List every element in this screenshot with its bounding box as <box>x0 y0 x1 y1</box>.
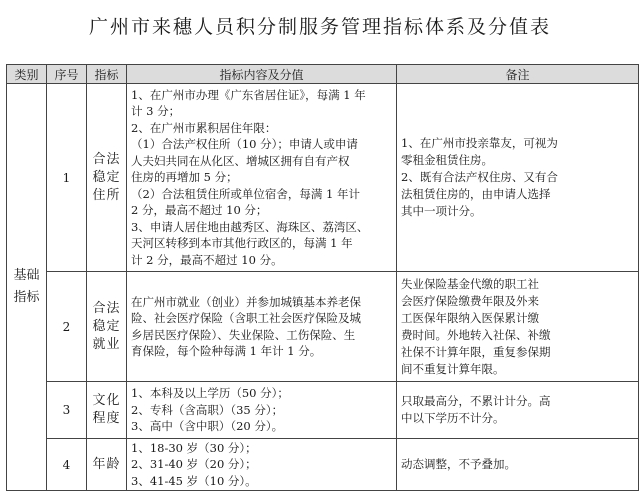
content-cell <box>127 84 397 272</box>
note-line: 动态调整，不予叠加。 <box>401 457 516 471</box>
indicator-line: 年龄 <box>92 456 121 472</box>
note-line: 失业保险基金代缴的职工社 <box>401 276 539 291</box>
content-line: 乡居民医疗保险）、失业保险、工伤保险、生 <box>131 327 356 342</box>
header-note: 备注 <box>397 65 639 84</box>
row-number: 3 <box>47 382 87 439</box>
content-line: 人夫妇共同在从化区、增城区拥有自有产权 <box>131 153 350 168</box>
note-line: 法租赁住房的，由申请人选择 <box>401 187 551 201</box>
content-line: 住房的再增加 5 分； <box>131 170 238 185</box>
content-line: 计 3 分； <box>131 104 181 119</box>
content-line: 2、在广州市累积居住年限： <box>131 120 277 135</box>
indicator-line: 程度 <box>92 411 121 426</box>
content-line: 3、申请人居住地由越秀区、海珠区、荔湾区、 <box>131 219 369 234</box>
indicator-line: 就业 <box>92 336 121 352</box>
indicator-line: 住所 <box>92 187 121 203</box>
note-line: 工医保年限纳入医保累计缴 <box>401 310 539 325</box>
indicator-line: 合法 <box>92 300 121 316</box>
content-cell <box>127 382 397 439</box>
content-line: 1、在广州市办理《广东省居住证》，每满 1 年 <box>131 87 366 102</box>
header-content: 指标内容及分值 <box>127 65 397 84</box>
indicator-cell <box>87 272 127 382</box>
content-line: 1、18-30 岁（30 分）； <box>131 440 257 455</box>
note-line: 费时间。外地转入社保、补缴 <box>401 327 551 342</box>
content-line: （1）合法产权住所（10 分）；申请人或申请 <box>131 137 358 152</box>
table-row <box>7 382 639 439</box>
header-indicator: 指标 <box>87 65 127 84</box>
indicator-line: 合法 <box>92 151 121 167</box>
indicator-table <box>6 64 639 491</box>
indicator-cell <box>87 84 127 272</box>
indicator-line: 文化 <box>92 393 121 408</box>
indicator-cell <box>87 439 127 491</box>
note-line: 会医疗保险缴费年限及外来 <box>401 293 539 308</box>
content-line: 在广州市就业（创业）并参加城镇基本养老保 <box>131 294 361 309</box>
indicator-line: 稳定 <box>92 169 121 185</box>
table-row <box>7 84 639 272</box>
note-line: 其中一项计分。 <box>401 204 482 218</box>
note-line: 1、在广州市投亲靠友，可视为 <box>401 136 558 150</box>
note-cell <box>397 272 639 382</box>
table-header-row <box>7 65 639 84</box>
content-line: 天河区转移到本市其他行政区的，每满 1 年 <box>131 236 353 251</box>
content-line: 3、41-45 岁（10 分）。 <box>131 473 257 488</box>
note-line: 间不重复计算年限。 <box>401 361 505 376</box>
content-line: 3、高中（含中职）（20 分）。 <box>131 419 284 434</box>
table-row <box>7 439 639 491</box>
content-line: 1、本科及以上学历（50 分）； <box>131 386 289 401</box>
content-cell <box>127 439 397 491</box>
content-line: 育保险，每个险种每满 1 年计 1 分。 <box>131 344 322 358</box>
indicator-line: 稳定 <box>92 318 121 334</box>
document-title: 广州市来穗人员积分制服务管理指标体系及分值表 <box>88 16 551 38</box>
note-line: 社保不计算年限，重复参保期 <box>401 344 551 359</box>
note-line: 只取最高分，不累计计分。高 <box>401 394 551 408</box>
header-number: 序号 <box>47 65 87 84</box>
row-number: 2 <box>47 272 87 382</box>
category-line: 基础 <box>13 268 40 283</box>
content-line: 2、31-40 岁（20 分）； <box>131 457 257 472</box>
content-line: 险、社会医疗保险（含职工社会医疗保险及城 <box>131 311 361 325</box>
note-cell <box>397 84 639 272</box>
note-line: 2、既有合法产权住房、又有合 <box>401 170 558 184</box>
category-line: 指标 <box>13 290 40 305</box>
row-number: 4 <box>47 439 87 491</box>
content-line: 计 2 分，最高不超过 10 分。 <box>131 252 283 267</box>
note-line: 零租金租赁住房。 <box>401 153 493 167</box>
note-cell <box>397 382 639 439</box>
category-cell <box>7 84 47 491</box>
table-row <box>7 272 639 382</box>
content-line: 2、专科（含高职）（35 分）； <box>131 402 284 417</box>
row-number: 1 <box>47 84 87 272</box>
note-cell <box>397 439 639 491</box>
note-line: 中以下学历不计分。 <box>401 411 505 425</box>
indicator-cell <box>87 382 127 439</box>
content-cell <box>127 272 397 382</box>
header-category: 类别 <box>7 65 47 84</box>
content-line: 2 分，最高不超过 10 分； <box>131 203 268 218</box>
content-line: （2）合法租赁住所或单位宿舍，每满 1 年计 <box>131 186 360 201</box>
